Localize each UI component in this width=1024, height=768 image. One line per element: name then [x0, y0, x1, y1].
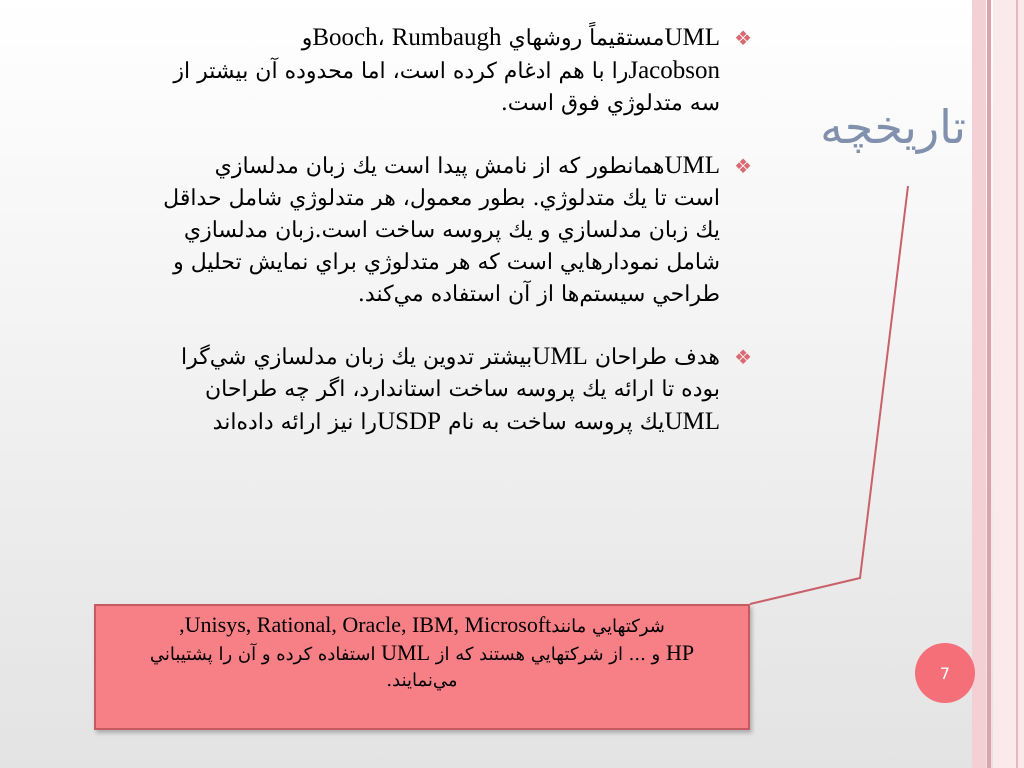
- latin-term: UML: [664, 152, 720, 179]
- latin-term: Jacobson: [628, 57, 720, 84]
- text-line: [110, 640, 734, 668]
- bullet-item: [62, 341, 752, 439]
- diamond-bullet-icon: ❖: [734, 345, 752, 369]
- diamond-bullet-icon: ❖: [734, 154, 752, 178]
- latin-term: USDP: [377, 408, 441, 435]
- text-run: استفاده كرده و آن را پشتيباني: [149, 644, 382, 665]
- text-run: يك پروسه ساخت به نام: [440, 410, 665, 435]
- text-line: [62, 406, 720, 439]
- bullet-text: [62, 341, 720, 439]
- decor-stripe: [972, 0, 986, 768]
- text-run: هدف طراحان: [587, 345, 720, 370]
- page-number: 7: [939, 663, 951, 683]
- decor-stripe: [993, 0, 1024, 768]
- text-run: و: [301, 26, 313, 51]
- text-run: مي‌نمايند.: [386, 670, 458, 691]
- decor-stripe: [987, 0, 991, 768]
- text-line: [62, 215, 720, 247]
- text-run: يك زبان مدلسازي و يك پروسه ساخت است.زبان مدلسازي: [183, 218, 720, 243]
- latin-term: UML: [664, 24, 720, 51]
- text-line: [62, 183, 720, 215]
- text-line: [62, 88, 720, 120]
- latin-term: UML: [664, 408, 720, 435]
- text-run: همانطور كه از نامش پيدا است يك زبان مدلسازي: [214, 154, 665, 179]
- text-run: طراحي سيستم‌ها از آن استفاده مي‌كند.: [357, 282, 720, 307]
- text-run: شامل نمودارهايي است كه هر متدلوژي براي نمايش تحليل و: [173, 250, 720, 275]
- latin-term: HP: [665, 640, 695, 665]
- text-run: است تا يك متدلوژي. بطور معمول، هر متدلوژي شامل حداقل: [163, 186, 720, 211]
- text-run: بيشتر تدوين يك زبان مدلسازي شي‌گرا: [180, 345, 533, 370]
- bullet-text: [62, 150, 720, 311]
- text-line: [62, 55, 720, 88]
- text-run: بوده تا ارائه يك پروسه ساخت استاندارد، اگر چه طراحان: [205, 377, 720, 402]
- text-run: سه متدلوژي فوق است.: [500, 91, 720, 116]
- text-line: [110, 668, 734, 694]
- text-line: [62, 22, 720, 55]
- decor-stripe: [1016, 0, 1018, 768]
- text-run: را با هم ادغام كرده است، اما محدوده آن بيشتر از: [173, 59, 629, 84]
- latin-term: Booch: [312, 24, 378, 51]
- text-run: شركتهايي مانند: [551, 616, 665, 637]
- text-line: [62, 374, 720, 406]
- text-line: [62, 150, 720, 183]
- latin-term: Rumbaugh: [391, 24, 502, 51]
- latin-term: Unisys, Rational, Oracle, IBM, Microsoft,: [179, 612, 552, 637]
- text-run: مستقيماً روشهاي: [501, 26, 665, 51]
- page-number-badge: [915, 643, 975, 703]
- text-run: را نيز ارائه داده‌اند: [212, 410, 378, 435]
- text-line: [62, 279, 720, 311]
- latin-term: UML: [381, 640, 431, 665]
- text-run: و ... از شركتهايي هستند كه از: [430, 644, 666, 665]
- callout-text: [110, 612, 734, 694]
- text-run: ،: [377, 26, 392, 51]
- bullet-item: [62, 150, 752, 311]
- text-line: [62, 247, 720, 279]
- callout-box: [94, 604, 750, 730]
- diamond-bullet-icon: ❖: [734, 26, 752, 50]
- bullet-text: [62, 22, 720, 120]
- text-line: [110, 612, 734, 640]
- latin-term: UML: [532, 343, 588, 370]
- bullet-item: [62, 22, 752, 120]
- bullet-list: [62, 22, 752, 469]
- slide-title: تاريخچه: [820, 100, 966, 154]
- text-line: [62, 341, 720, 374]
